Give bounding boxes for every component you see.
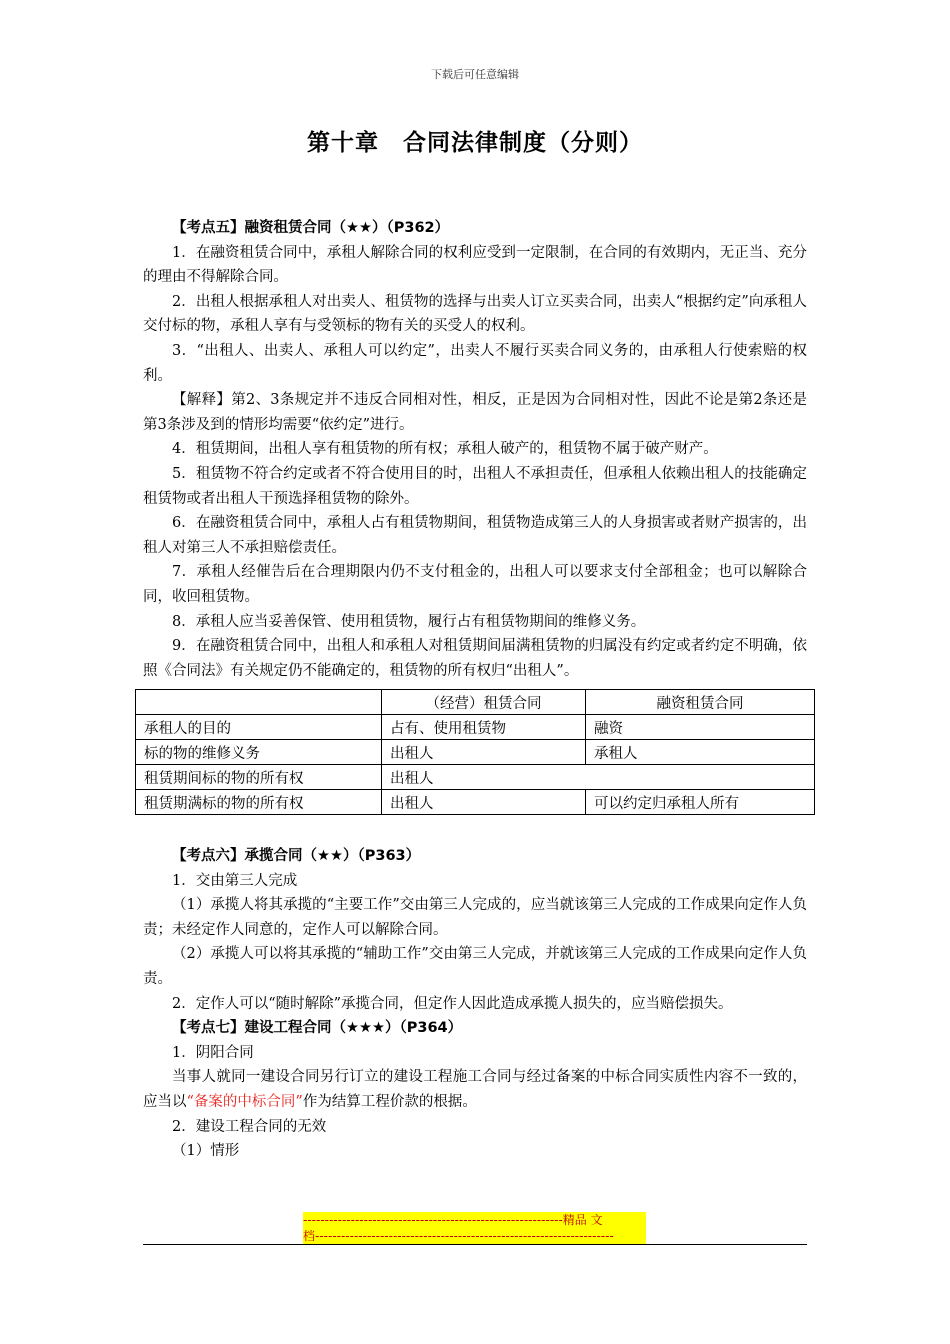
paragraph: 1．在融资租赁合同中，承租人解除合同的权利应受到一定限制，在合同的有效期内，无正当、充分的理由不得解除合同。 xyxy=(143,244,807,286)
paragraph: （1）情形 xyxy=(172,1143,240,1160)
paragraph: 2．出租人根据承租人对出卖人、租赁物的选择与出卖人订立买卖合同，出卖人“根据约定”向承租人交付标的物，承租人享有与受领标的物有关的买受人的权利。 xyxy=(143,293,807,335)
sections-6-7 xyxy=(143,844,807,1164)
footer-watermark-line2: 档--------------------------------------------------------------------- xyxy=(303,1228,646,1244)
table-cell: 可以约定归承租人所有 xyxy=(586,790,815,815)
table-row xyxy=(136,715,815,740)
paragraph: 9．在融资租赁合同中，出租人和承租人对租赁期间届满租赁物的归属没有约定或者约定不明确，依照《合同法》有关规定仍不能确定的，租赁物的所有权归“出租人”。 xyxy=(143,638,807,679)
paragraph: 1．阴阳合同 xyxy=(172,1044,254,1061)
paragraph: 1．交由第三人完成 xyxy=(172,872,298,889)
comparison-table xyxy=(135,689,815,815)
paragraph xyxy=(143,1065,807,1114)
paragraph: 5．租赁物不符合约定或者不符合使用目的时，出租人不承担责任，但承租人依赖出租人的技能确定租赁物或者出租人干预选择租赁物的除外。 xyxy=(143,465,807,507)
table-header-cell: （经营）租赁合同 xyxy=(382,690,586,715)
table-cell: 出租人 xyxy=(382,740,586,765)
table-header-row xyxy=(136,690,815,715)
page-header: 下载后可任意编辑 xyxy=(431,68,519,81)
paragraph: 7．承租人经催告后在合理期限内仍不支付租金的，出租人可以要求支付全部租金；也可以解除合同，收回租赁物。 xyxy=(143,564,807,605)
table-cell: 承租人的目的 xyxy=(136,715,382,740)
table-cell: 租赁期满标的物的所有权 xyxy=(136,790,382,815)
section-5-heading: 【考点五】融资租赁合同（★★）（P362） xyxy=(172,220,450,236)
table-cell: 承租人 xyxy=(586,740,815,765)
table-row xyxy=(136,765,815,790)
paragraph: 6．在融资租赁合同中，承租人占有租赁物期间，租赁物造成第三人的人身损害或者财产损害的，出租人对第三人不承担赔偿责任。 xyxy=(143,515,807,556)
paragraph: 2．定作人可以“随时解除”承揽合同，但定作人因此造成承揽人损失的，应当赔偿损失。 xyxy=(172,995,733,1012)
section-5 xyxy=(143,216,807,683)
footer-watermark-line1: ------------------------------------------------------------精品 文 xyxy=(303,1212,646,1228)
paragraph: 8．承租人应当妥善保管、使用租赁物，履行占有租赁物期间的维修义务。 xyxy=(172,613,646,630)
chapter-title: 第十章 合同法律制度（分则） xyxy=(307,130,643,156)
table-cell: 标的物的维修义务 xyxy=(136,740,382,765)
highlighted-text: “备案的中标合同” xyxy=(186,1093,303,1110)
table-cell: 租赁期间标的物的所有权 xyxy=(136,765,382,790)
paragraph: 3．“出租人、出卖人、承租人可以约定”，出卖人不履行买卖合同义务的，由承租人行使索赔的权利。 xyxy=(143,342,807,384)
paragraph: 2．建设工程合同的无效 xyxy=(172,1118,327,1135)
table-cell: 出租人 xyxy=(382,790,586,815)
paragraph: （1）承揽人将其承揽的“主要工作”交由第三人完成的，应当就该第三人完成的工作成果向定作人负责；未经定作人同意的，定作人可以解除合同。 xyxy=(143,897,807,938)
section-7-heading: 【考点七】建设工程合同（★★★）（P364） xyxy=(172,1020,463,1037)
paragraph: （2）承揽人可以将其承揽的“辅助工作”交由第三人完成，并就该第三人完成的工作成果向定作人负责。 xyxy=(143,946,807,987)
table-cell xyxy=(136,690,382,715)
table-row xyxy=(136,790,815,815)
paragraph: 4．租赁期间，出租人享有租赁物的所有权；承租人破产的，租赁物不属于破产财产。 xyxy=(172,441,718,458)
table-cell: 占有、使用租赁物 xyxy=(382,715,586,740)
table-cell: 融资 xyxy=(586,715,815,740)
section-6-heading: 【考点六】承揽合同（★★）（P363） xyxy=(172,848,421,864)
paragraph: 【解释】第2、3条规定并不违反合同相对性，相反，正是因为合同相对性，因此不论是第2条还是第3条涉及到的情形均需要“依约定”进行。 xyxy=(143,392,807,433)
table-row xyxy=(136,740,815,765)
text-span: 作为结算工程价款的根据。 xyxy=(302,1093,477,1110)
text-span: 当事人就同一建设合同另行订立的建设工程施工合同与经过备案的中标合同实质性内容不一致的，应当以 xyxy=(143,1069,807,1110)
table-cell: 出租人 xyxy=(382,765,815,790)
footer-divider xyxy=(143,1244,807,1245)
table-header-cell: 融资租赁合同 xyxy=(586,690,815,715)
